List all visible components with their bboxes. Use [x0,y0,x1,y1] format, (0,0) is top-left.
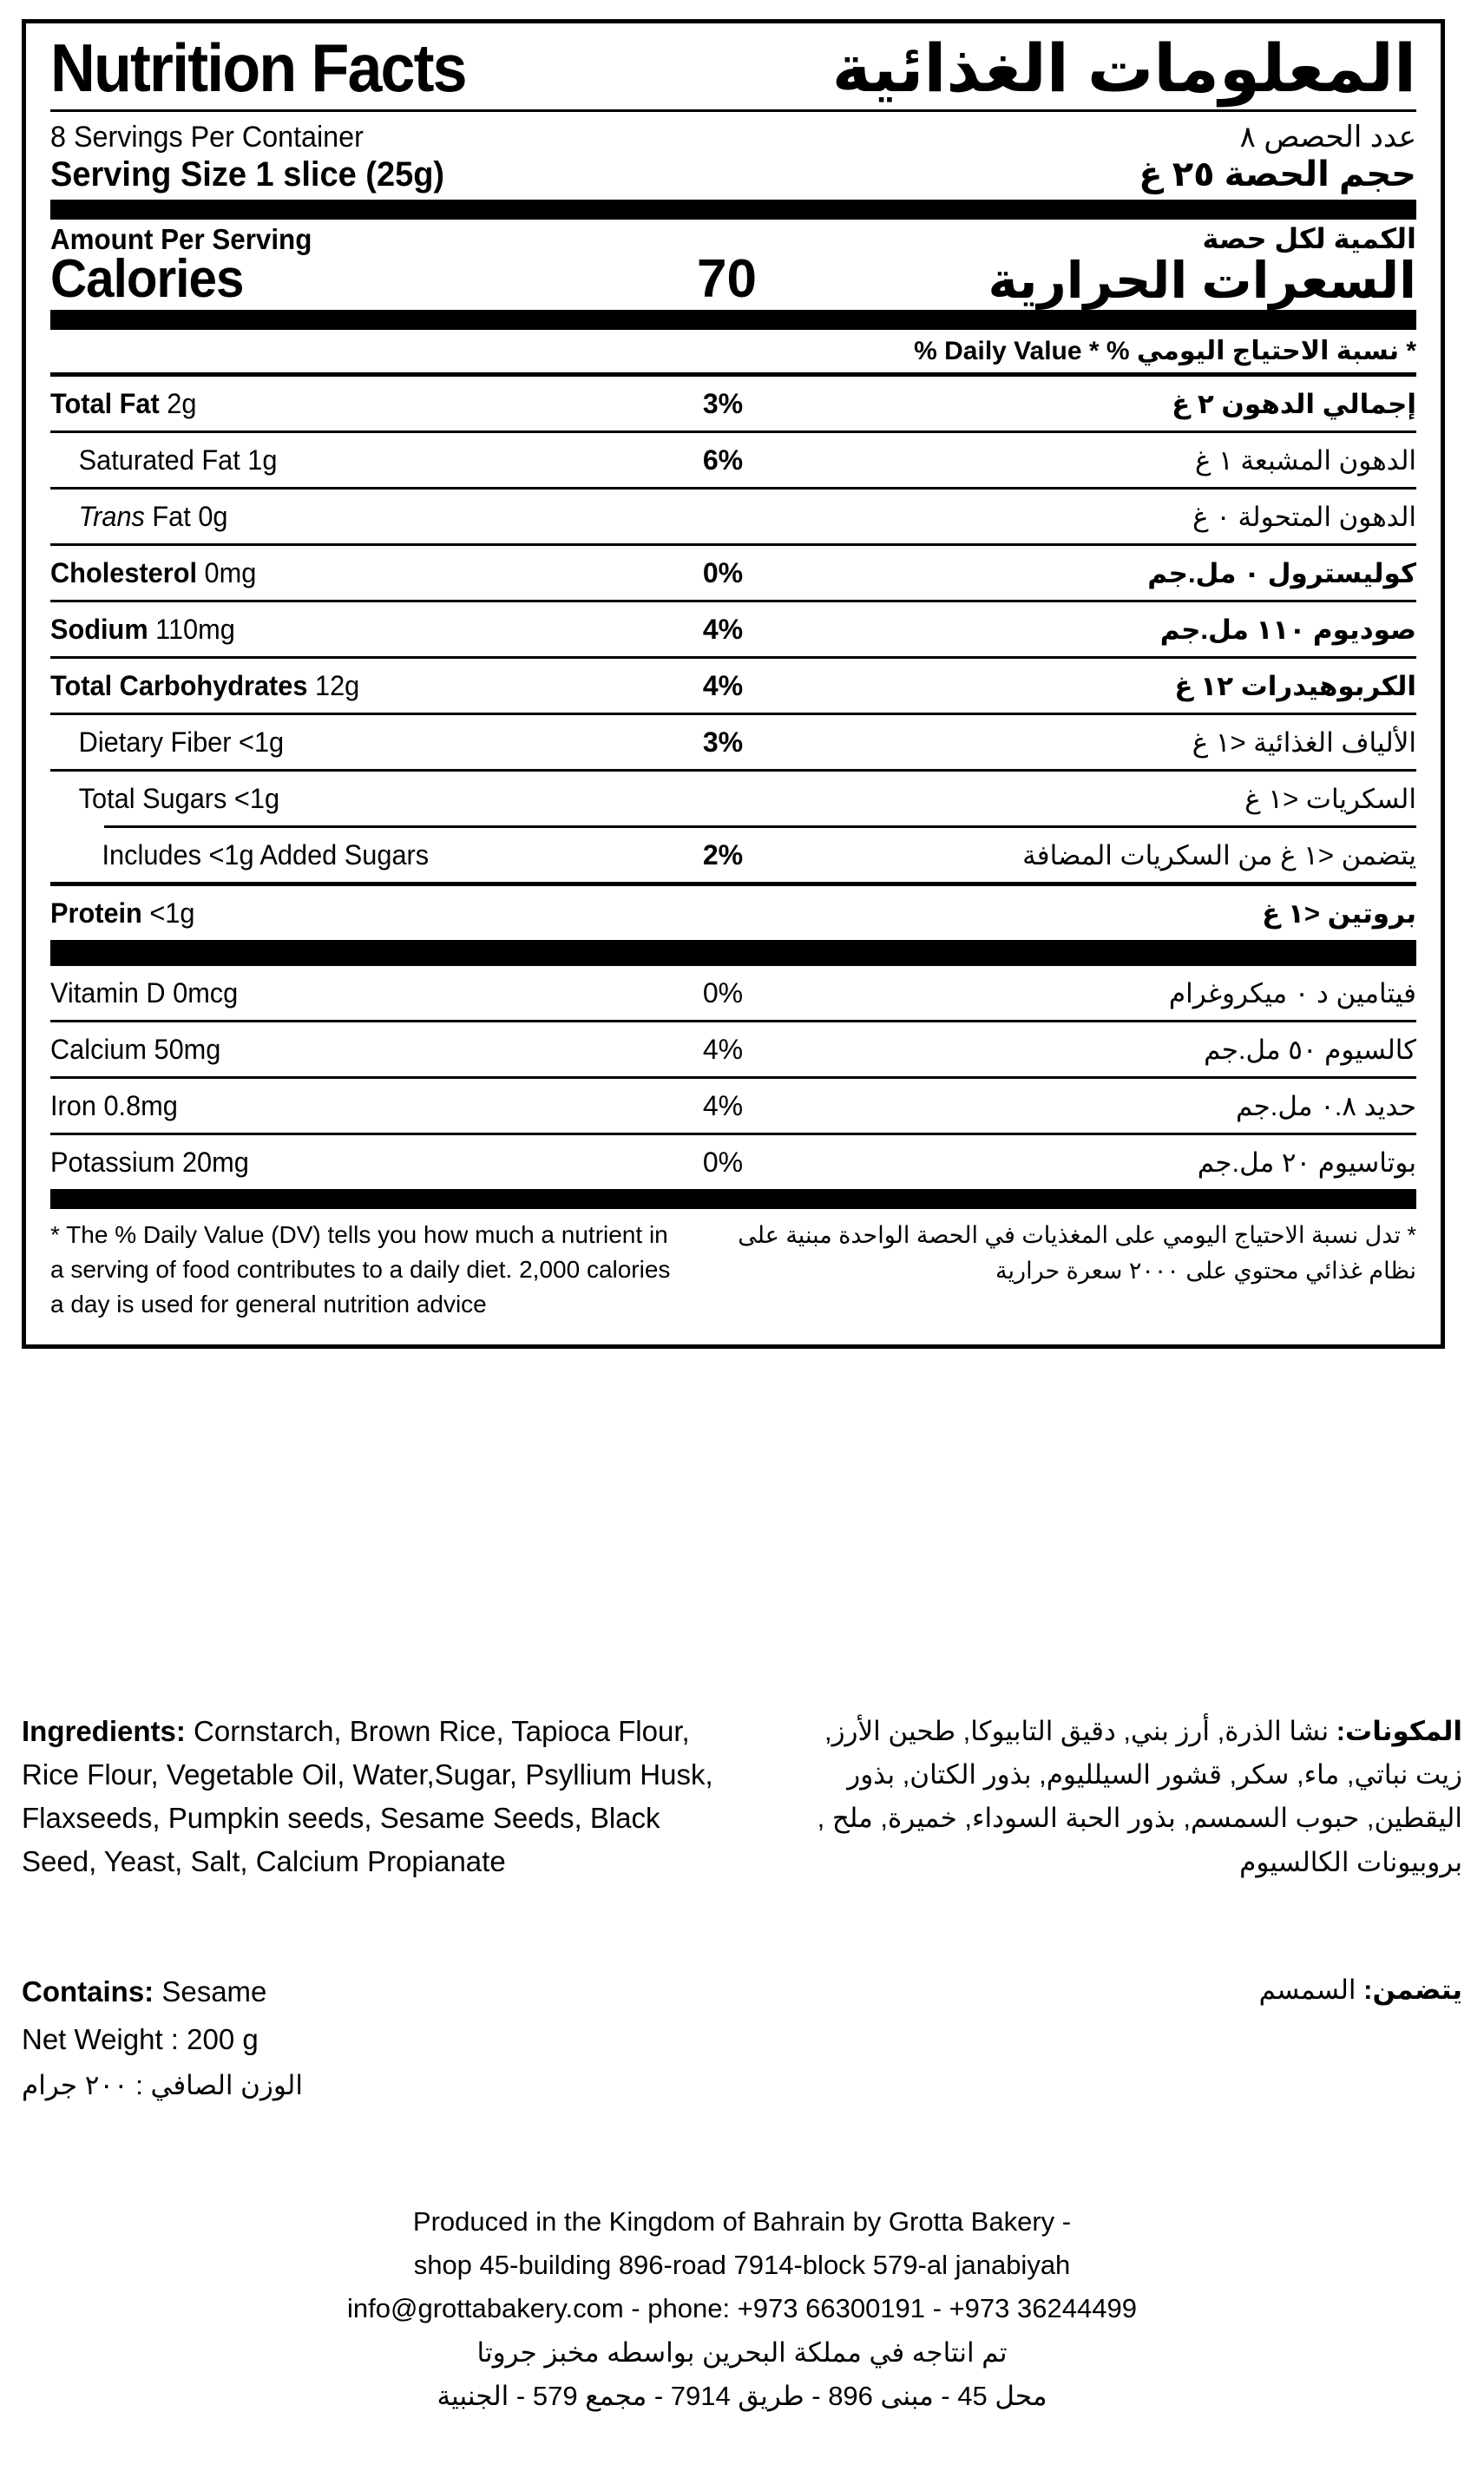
nutrient-amount-en: 0mg [196,556,257,588]
nutrient-amount-en: <1g [227,782,280,814]
nutrient-row [50,886,1416,940]
nutrient-row [50,828,1416,882]
nutrient-name-en: Sodium 110mg [50,613,235,645]
micronutrient-name-ar: بوتاسيوم ٢٠ مل.جم [1197,1147,1416,1178]
divider-thick-above-calories [50,200,1416,220]
nutrient-amount-en: 2g [159,387,197,419]
divider-thick-above-footnote [50,1189,1416,1209]
daily-value-header [50,330,1416,372]
nutrient-row [50,772,1416,825]
micronutrient-row [50,1135,1416,1189]
ingredients-text-ar: نشا الذرة, أرز بني, دقيق التابيوكا, طحين الأرز, زيت نباتي, ماء, سكر, قشور السيلليوم, بذور الكتان, بذور اليقطين, حبوب السمسم, بذور الحبة السوداء, خميرة, ملح , بروبيونات الكالسيوم [817,1716,1462,1877]
nutrient-name-en: Total Fat 2g [50,387,197,419]
footnote-en: * The % Daily Value (DV) tells you how much a nutrient in a serving of food contributes to a daily diet. 2,000 calories a day is used for general nutrition advice [50,1221,671,1318]
nutrient-daily-value: 6% [702,444,744,476]
footer-line-1-ar: تم انتاجه في مملكة البحرين بواسطه مخبز جروتا [476,2336,1008,2368]
panel-title-row [50,23,1416,109]
micronutrient-row [50,1079,1416,1133]
servings-per-container-ar: عدد الحصص ٨ [1239,120,1416,154]
nutrient-name-ar: بروتين <١ غ [1262,897,1416,929]
serving-size-row [50,154,1416,194]
micronutrient-name-en: Iron 0.8mg [50,1089,178,1121]
ingredients-text-en: Cornstarch, Brown Rice, Tapioca Flour, Rice Flour, Vegetable Oil, Water,Sugar, Psyllium Husk, Flaxseeds, Pumpkin seeds, Sesame Seeds, Black Seed, Yeast, Salt, Calcium Propianate [22,1715,713,1878]
daily-value-footnote [50,1209,1416,1331]
nutrient-name-en: Total Carbohydrates 12g [50,669,360,701]
serving-size-ar: حجم الحصة ٢٥ غ [1139,154,1416,194]
nutrient-row [50,602,1416,656]
nutrient-name-en: Cholesterol 0mg [50,556,257,588]
nutrient-name-en: Total Sugars <1g [78,782,280,814]
nutrient-row [50,490,1416,543]
nutrition-facts-title-en: Nutrition Facts [50,30,466,106]
nutrient-name-en: Saturated Fat 1g [78,444,278,476]
net-weight-ar: الوزن الصافي : ٢٠٠ جرام [22,2070,303,2100]
contains-en [22,1970,266,2014]
net-weight-en: Net Weight : 200 g [22,2023,259,2055]
ingredients-ar [777,1710,1462,1884]
servings-block [50,112,1416,200]
nutrient-name-ar: الكربوهيدرات ١٢ غ [1174,670,1416,701]
footer-line-2-en: shop 45-building 896-road 7914-block 579-al janabiyah [413,2250,1071,2281]
divider-thick-below-calories [50,310,1416,330]
nutrient-name-ar: يتضمن <١ غ من السكريات المضافة [1022,839,1416,871]
micronutrient-name-en: Potassium 20mg [50,1146,249,1178]
nutrient-rows-container [50,377,1416,940]
contains-text-ar: السمسم [1258,1975,1364,2005]
micronutrient-name-en: Calcium 50mg [50,1033,221,1065]
nutrient-amount-en: 12g [307,669,360,701]
micronutrient-daily-value: 0% [702,976,744,1009]
ingredients-en [22,1710,725,1884]
nutrient-name-ar: السكريات <١ غ [1244,783,1416,814]
footer-line-1-en: Produced in the Kingdom of Bahrain by Grotta Bakery - [412,2206,1072,2237]
serving-size-en: Serving Size 1 slice (25g) [50,154,445,194]
nutrient-name-ar: صوديوم ١١٠ مل.جم [1159,614,1416,645]
manufacturer-footer [0,2200,1484,2418]
nutrient-name-ar: الدهون المشبعة ١ غ [1194,444,1416,476]
footer-line-3-en: info@grottabakery.com - phone: +973 66300191 - +973 36244499 [347,2293,1137,2324]
nutrient-name-ar: الدهون المتحولة ٠ غ [1192,501,1416,532]
contains-label-en: Contains: [22,1975,154,2008]
nutrient-daily-value: 3% [702,387,744,419]
contains-ar [1259,1970,1462,2014]
servings-per-container-en: 8 Servings Per Container [50,120,364,154]
daily-value-header-ar: * نسبة الاحتياج اليومي % [1106,337,1416,366]
micronutrient-row [50,1022,1416,1076]
calories-value: 70 [697,249,757,310]
nutrition-facts-panel [22,19,1445,1349]
nutrient-name-ar: إجمالي الدهون ٢ غ [1172,388,1416,419]
nutrient-daily-value: 4% [702,669,744,701]
footnote-ar: * تدل نسبة الاحتياج اليومي على المغذيات في الحصة الواحدة مبنية على نظام غذائي محتوي على ٢٠٠٠ سعرة حرارية [738,1222,1416,1284]
micronutrient-daily-value: 4% [702,1089,744,1121]
contains-text-en: Sesame [154,1975,267,2008]
nutrient-amount-en: <1g [231,726,285,758]
calories-label-en: Calories [50,249,244,310]
micronutrient-row [50,966,1416,1020]
nutrient-daily-value: 4% [702,613,744,645]
nutrient-name-ar: كوليسترول ٠ مل.جم [1147,557,1416,588]
micronutrient-name-en: Vitamin D 0mcg [50,976,239,1009]
nutrient-amount-en: Fat 0g [144,500,228,532]
nutrient-row [50,433,1416,487]
nutrient-name-ar: الألياف الغذائية <١ غ [1192,726,1416,758]
contains-label-ar: يتضمن: [1363,1975,1462,2005]
nutrient-amount-en: 110mg [148,613,235,645]
micronutrient-name-ar: فيتامين د ٠ ميكروغرام [1168,977,1416,1009]
nutrient-row [50,715,1416,769]
nutrient-name-en: Includes <1g Added Sugars [102,838,430,871]
micronutrient-rows-container [50,966,1416,1189]
nutrient-row [50,659,1416,713]
micronutrient-name-ar: كالسيوم ٥٠ مل.جم [1204,1034,1416,1065]
daily-value-header-en: % Daily Value * [914,337,1100,366]
ingredients-section [22,1710,1462,1884]
nutrient-row [50,546,1416,600]
nutrient-row [50,377,1416,430]
micronutrient-daily-value: 4% [702,1033,744,1065]
nutrient-amount-en: <1g [141,897,195,929]
calories-block [50,220,1416,311]
ingredients-label-ar: المكونات: [1336,1716,1462,1746]
nutrition-facts-title-ar: المعلومات الغذائية [831,32,1416,106]
micronutrient-daily-value: 0% [702,1146,744,1178]
servings-per-container-row [50,120,1416,154]
amount-per-serving-ar: الكمية لكل حصة [1202,222,1416,254]
footer-line-2-ar: محل 45 - مبنى 896 - طريق 7914 - مجمع 579 - الجنبية [437,2380,1047,2411]
ingredients-label-en: Ingredients: [22,1715,186,1747]
divider-black-above-micros [50,940,1416,966]
amount-per-serving-en: Amount Per Serving [50,222,312,255]
nutrient-name-en: Dietary Fiber <1g [78,726,285,758]
nutrient-name-en: Trans Fat 0g [78,500,228,532]
nutrient-daily-value: 2% [702,838,744,871]
calories-label-ar: السعرات الحرارية [988,253,1416,310]
micronutrient-name-ar: حديد ٠.٨ مل.جم [1236,1090,1416,1121]
nutrient-name-en: Protein <1g [50,897,195,929]
nutrient-amount-en: 1g [240,444,278,476]
contains-section [22,1970,1462,2014]
nutrient-daily-value: 0% [702,556,744,588]
nutrient-daily-value: 3% [702,726,744,758]
